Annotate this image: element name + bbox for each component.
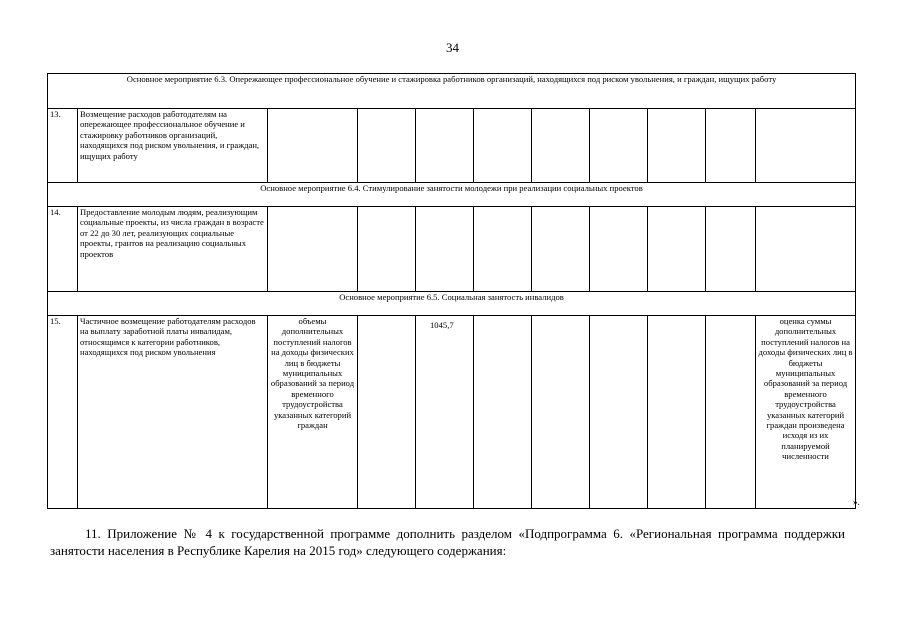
table-cell — [474, 109, 532, 183]
table-cell — [358, 109, 416, 183]
table-row-13 — [48, 109, 856, 183]
section-heading-6-3: Основное мероприятие 6.3. Опережающее профессиональное обучение и стажировка работников организаций, находящихся под риском увольнения, и граждан, ищущих работу — [48, 74, 856, 109]
note-cell: оценка суммы дополнительных поступлений налогов на доходы физических лиц в бюджеты муниципальных образований за период временного трудоустройства указанных категорий граждан произведена исходя из их планируемой численности — [756, 316, 856, 509]
value-cell: 1045,7 — [416, 316, 474, 509]
table-cell — [590, 109, 648, 183]
table-cell — [268, 109, 358, 183]
section-row-6-3 — [48, 74, 856, 109]
table-cell — [416, 109, 474, 183]
table-cell — [648, 207, 706, 292]
page-number: 34 — [446, 40, 459, 55]
indicator-cell: объемы дополнительных поступлений налогов на доходы физических лиц в бюджеты муниципальных образований за период временного трудоустройства указанных категорий граждан — [268, 316, 358, 509]
table-cell — [706, 109, 756, 183]
table-cell — [416, 207, 474, 292]
row-number: 14. — [48, 207, 78, 292]
table-cell — [590, 316, 648, 509]
table-cell — [756, 109, 856, 183]
table-cell — [474, 207, 532, 292]
table-cell — [268, 207, 358, 292]
table-cell — [756, 207, 856, 292]
body-paragraph: 11. Приложение № 4 к государственной программе дополнить разделом «Подпрограмма 6. «Региональная программа поддержки занятости населения в Республике Карелия на 2015 год» следующего содержания: — [50, 526, 845, 558]
table-row-14 — [48, 207, 856, 292]
table-cell — [648, 316, 706, 509]
table-cell — [532, 207, 590, 292]
table-cell — [706, 207, 756, 292]
table-cell — [590, 207, 648, 292]
section-row-6-5 — [48, 292, 856, 316]
closing-quote: ». — [853, 497, 860, 507]
table-cell — [532, 316, 590, 509]
table-row-15 — [48, 316, 856, 509]
section-heading-6-4: Основное мероприятие 6.4. Стимулирование занятости молодежи при реализации социальных проектов — [48, 183, 856, 207]
row-description: Частичное возмещение работодателям расходов на выплату заработной платы инвалидам, относящимся к категории работников, находящихся под риском увольнения — [78, 316, 268, 509]
table-cell — [648, 109, 706, 183]
table-cell — [532, 109, 590, 183]
program-table — [47, 73, 856, 509]
section-heading-6-5: Основное мероприятие 6.5. Социальная занятость инвалидов — [48, 292, 856, 316]
row-number: 15. — [48, 316, 78, 509]
row-description: Предоставление молодым людям, реализующим социальные проекты, из числа граждан в возрасте от 22 до 30 лет, реализующих социальные проекты, грантов на реализацию социальных проектов — [78, 207, 268, 292]
table-cell — [474, 316, 532, 509]
row-number: 13. — [48, 109, 78, 183]
table-cell — [706, 316, 756, 509]
row-description: Возмещение расходов работодателям на опережающее профессиональное обучение и стажировку работников организаций, находящихся под риском увольнения, и граждан, ищущих работу — [78, 109, 268, 183]
section-row-6-4 — [48, 183, 856, 207]
table-cell — [358, 316, 416, 509]
table-cell — [358, 207, 416, 292]
